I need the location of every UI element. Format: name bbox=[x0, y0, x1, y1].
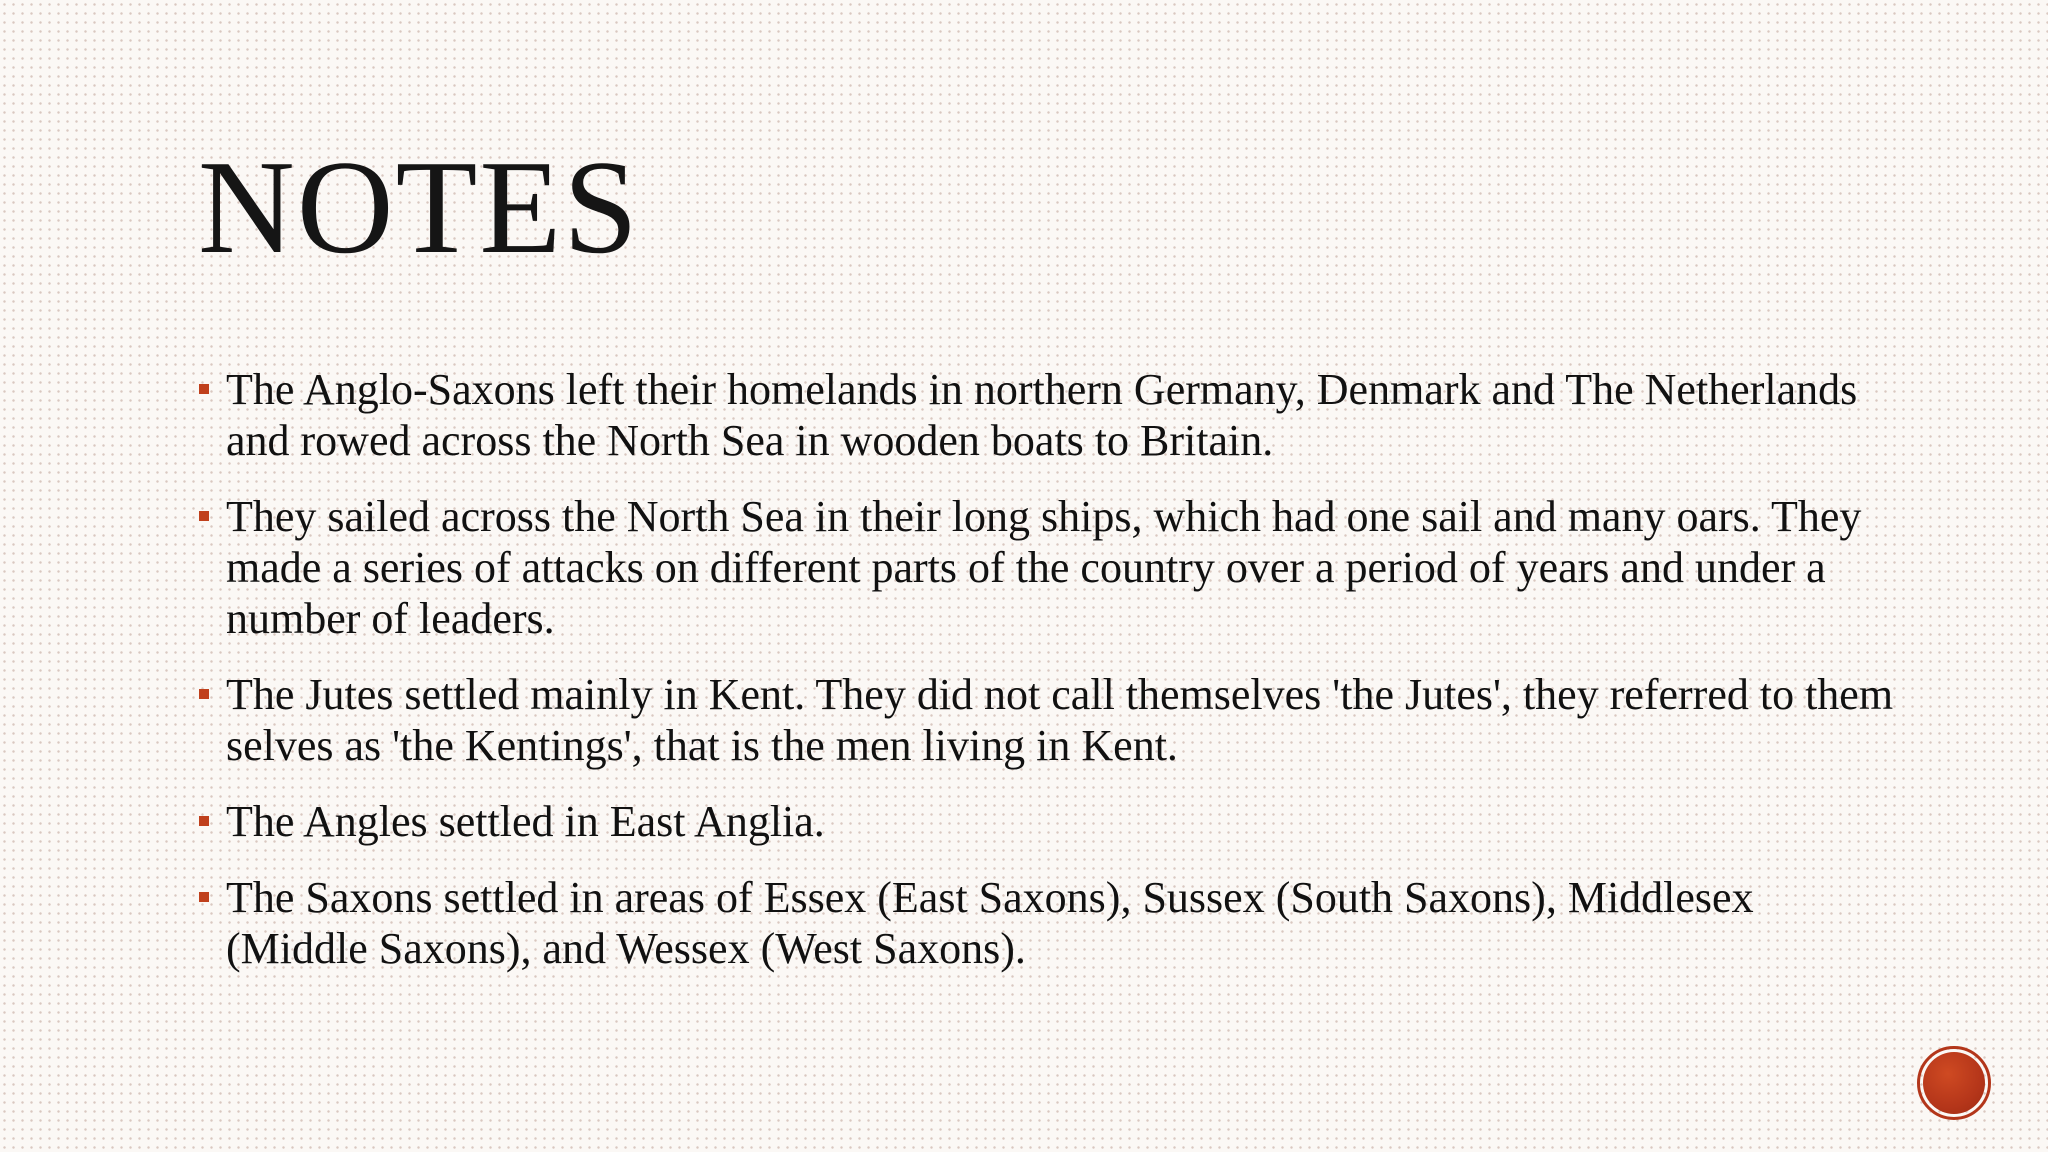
bullet-text: The Jutes settled mainly in Kent. They did not call themselves 'the Jutes', they referred to them selves as 'the Kentings', that is the men living in Kent. bbox=[226, 670, 1894, 770]
bullet-square-icon bbox=[199, 892, 209, 902]
bullet-item bbox=[196, 364, 1896, 466]
slide-title: NOTES bbox=[198, 133, 640, 281]
bullet-square-icon bbox=[199, 511, 209, 521]
bullet-text: The Angles settled in East Anglia. bbox=[226, 797, 825, 846]
bullet-item bbox=[196, 669, 1896, 771]
circle-button-icon[interactable] bbox=[1917, 1046, 1991, 1120]
bullet-square-icon bbox=[199, 689, 209, 699]
bullet-text: They sailed across the North Sea in their long ships, which had one sail and many oars. They made a series of attacks on different parts of the country over a period of years and under a number of leaders. bbox=[226, 492, 1862, 643]
bullet-text: The Saxons settled in areas of Essex (East Saxons), Sussex (South Saxons), Middlesex (Middle Saxons), and Wessex (West Saxons). bbox=[226, 873, 1754, 973]
circle-button-fill bbox=[1923, 1052, 1985, 1114]
bullet-text: The Anglo-Saxons left their homelands in northern Germany, Denmark and The Netherlands and rowed across the North Sea in wooden boats to Britain. bbox=[226, 365, 1858, 465]
bullet-item bbox=[196, 491, 1896, 644]
bullet-item bbox=[196, 872, 1896, 974]
bullet-item bbox=[196, 796, 1896, 847]
bullet-list bbox=[196, 364, 1896, 999]
bullet-square-icon bbox=[199, 384, 209, 394]
bullet-square-icon bbox=[199, 816, 209, 826]
